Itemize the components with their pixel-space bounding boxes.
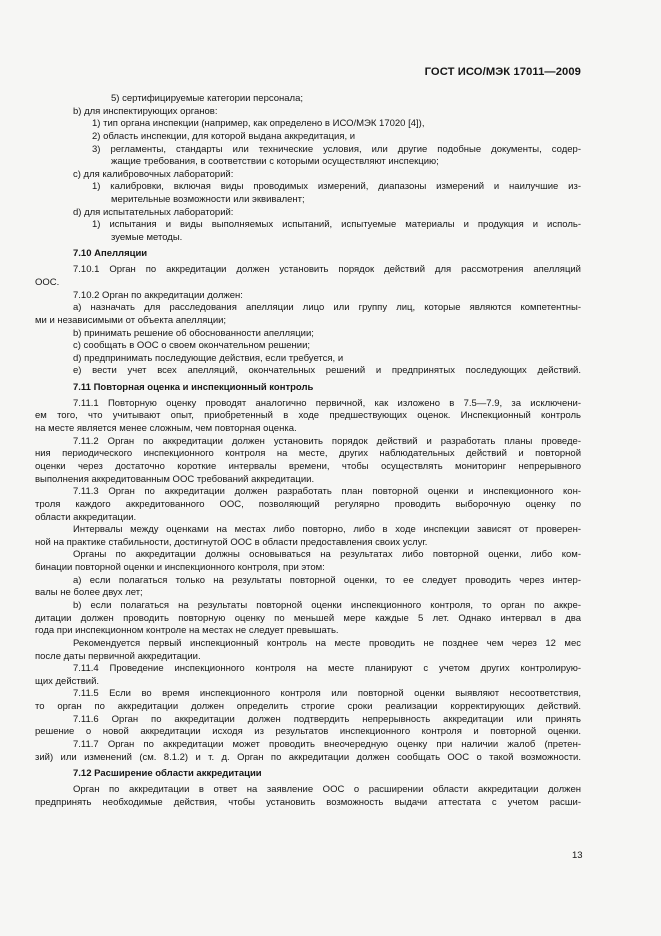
text-line: предпринять необходимые действия, чтобы установить возможность выдачи аттестата с учетом расши- xyxy=(35,796,581,808)
text-line: дитации должен проводить повторную оценку по меньшей мере каждые 5 лет. Однако интервал в два xyxy=(35,612,581,624)
text-line: после даты первичной аккредитации. xyxy=(35,650,201,662)
text-line: 7.11.6 Орган по аккредитации должен подтвердить непрерывность аккредитации или принять xyxy=(73,713,581,725)
text-line: года при инспекционном контроле на местах не следует превышать. xyxy=(35,625,339,637)
text-line: зий) или изменений (см. 8.1.2) и т. д. Орган по аккредитации должен сообщать ООС о такой возможности. xyxy=(35,751,581,763)
text-line: выполнения аккредитованным ООС требований аккредитации. xyxy=(35,473,315,485)
text-line: 7.11.2 Орган по аккредитации должен установить порядок действий и разработать планы проведе- xyxy=(73,435,581,447)
text-line: Органы по аккредитации должны основываться на результатах либо повторной оценки, либо ком- xyxy=(73,549,581,561)
text-line: 3) регламенты, стандарты или технические условия, или другие подобные документы, содер- xyxy=(92,143,581,155)
text-line: Орган по аккредитации в ответ на заявление ООС о расширении области аккредитации должен xyxy=(73,783,581,795)
section-heading: 7.10 Апелляции xyxy=(73,248,148,260)
text-line: бинации повторной оценки и инспекционного контроля, при этом: xyxy=(35,562,325,574)
text-line: щих действий. xyxy=(35,675,100,687)
text-line: a) назначать для расследования апелляции лицо или группу лиц, которые являются компетентны- xyxy=(73,302,581,314)
text-line: то орган по аккредитации должен определить строгие сроки реализации корректирующих действий. xyxy=(35,701,581,713)
text-line: Рекомендуется первый инспекционный контроль на месте проводить не позднее чем через 12 мес xyxy=(73,637,581,649)
section-heading: 7.12 Расширение области аккредитации xyxy=(73,767,262,779)
text-line: 1) тип органа инспекции (например, как определено в ИСО/МЭК 17020 [4]), xyxy=(92,118,425,130)
document-header: ГОСТ ИСО/МЭК 17011—2009 xyxy=(424,66,581,78)
text-line: оценки через достаточно короткие интервалы времени, чтобы осуществлять мониторинг непрерывного xyxy=(35,460,581,472)
text-line: ем того, что учитывают опыт, приобретенный в ходе предшествующих оценок. Инспекционный контроль xyxy=(35,410,581,422)
text-line: b) принимать решение об обоснованности апелляции; xyxy=(73,327,314,339)
text-line: ния периодического инспекционного контроля на месте, других наблюдательных действий и повторной xyxy=(35,448,581,460)
text-line: b) если полагаться на результаты повторной оценки инспекционного контроля, то орган по аккре- xyxy=(73,599,581,611)
text-line: 7.11.5 Если во время инспекционного контроля или повторной оценки выявляют несоответствия, xyxy=(73,688,581,700)
text-line: ной на практике стабильности, достигнутой ООС в области предоставления своих услуг. xyxy=(35,536,428,548)
text-line: c) для калибровочных лабораторий: xyxy=(73,168,234,180)
text-line: b) для инспектирующих органов: xyxy=(73,105,218,117)
text-line: решение о новой аккредитации исходя из результатов инспекционного контроля и повторной оценки. xyxy=(35,726,581,738)
page-number: 13 xyxy=(572,850,583,861)
text-line: 5) сертифицируемые категории персонала; xyxy=(111,93,303,104)
text-line: области аккредитации. xyxy=(35,511,137,523)
text-line: на месте является менее сложным, чем повторная оценка. xyxy=(35,423,297,435)
text-line: e) вести учет всех апелляций, окончательных решений и предпринятых последующих действий. xyxy=(73,365,581,377)
text-line: зуемые методы. xyxy=(111,232,183,244)
text-line: валы не более двух лет; xyxy=(35,587,143,599)
text-line: ООС. xyxy=(35,276,60,288)
text-line: мерительные возможности или эквивалент; xyxy=(111,194,305,206)
text-line: 7.11.1 Повторную оценку проводят аналогично первичной, как изложено в 7.5—7.9, за исключени- xyxy=(73,397,581,409)
text-line: 1) испытания и виды выполняемых испытаний, испытуемые материалы и продукция и исполь- xyxy=(92,219,581,231)
text-line: Интервалы между оценками на местах либо повторно, либо в ходе инспекции зависят от проверен- xyxy=(73,524,581,536)
text-line: троля каждого аккредитованного ООС, позволяющий регулярно проводить выборочную оценку по xyxy=(35,498,581,510)
text-line: 7.11.7 Орган по аккредитации может проводить внеочередную оценку при наличии жалоб (претен- xyxy=(73,739,581,751)
text-line: ми и независимыми от объекта апелляции; xyxy=(35,314,227,326)
document-body xyxy=(35,93,581,809)
text-line: 7.11.4 Проведение инспекционного контроля на месте планируют с учетом других контролирую- xyxy=(73,663,581,675)
text-line: c) сообщать в ООС о своем окончательном решении; xyxy=(73,340,311,352)
text-line: жащие требования, в соответствии с которыми осуществляют инспекцию; xyxy=(111,156,439,168)
text-line: a) если полагаться только на результаты повторной оценки, то ее следует проводить через интер- xyxy=(73,574,581,586)
text-line: 7.10.1 Орган по аккредитации должен установить порядок действий для рассмотрения апелляций xyxy=(73,264,581,276)
section-heading: 7.11 Повторная оценка и инспекционный контроль xyxy=(73,381,314,393)
text-line: 1) калибровки, включая виды проводимых измерений, диапазоны измерений и наилучшие из- xyxy=(92,181,581,193)
text-line: 2) область инспекции, для которой выдана аккредитация, и xyxy=(92,130,356,142)
text-line: 7.10.2 Орган по аккредитации должен: xyxy=(73,289,243,301)
text-line: d) предпринимать последующие действия, если требуется, и xyxy=(73,352,344,364)
text-line: 7.11.3 Орган по аккредитации должен разработать план повторной оценки и инспекционного кон- xyxy=(73,486,581,498)
text-line: d) для испытательных лабораторий: xyxy=(73,206,234,218)
